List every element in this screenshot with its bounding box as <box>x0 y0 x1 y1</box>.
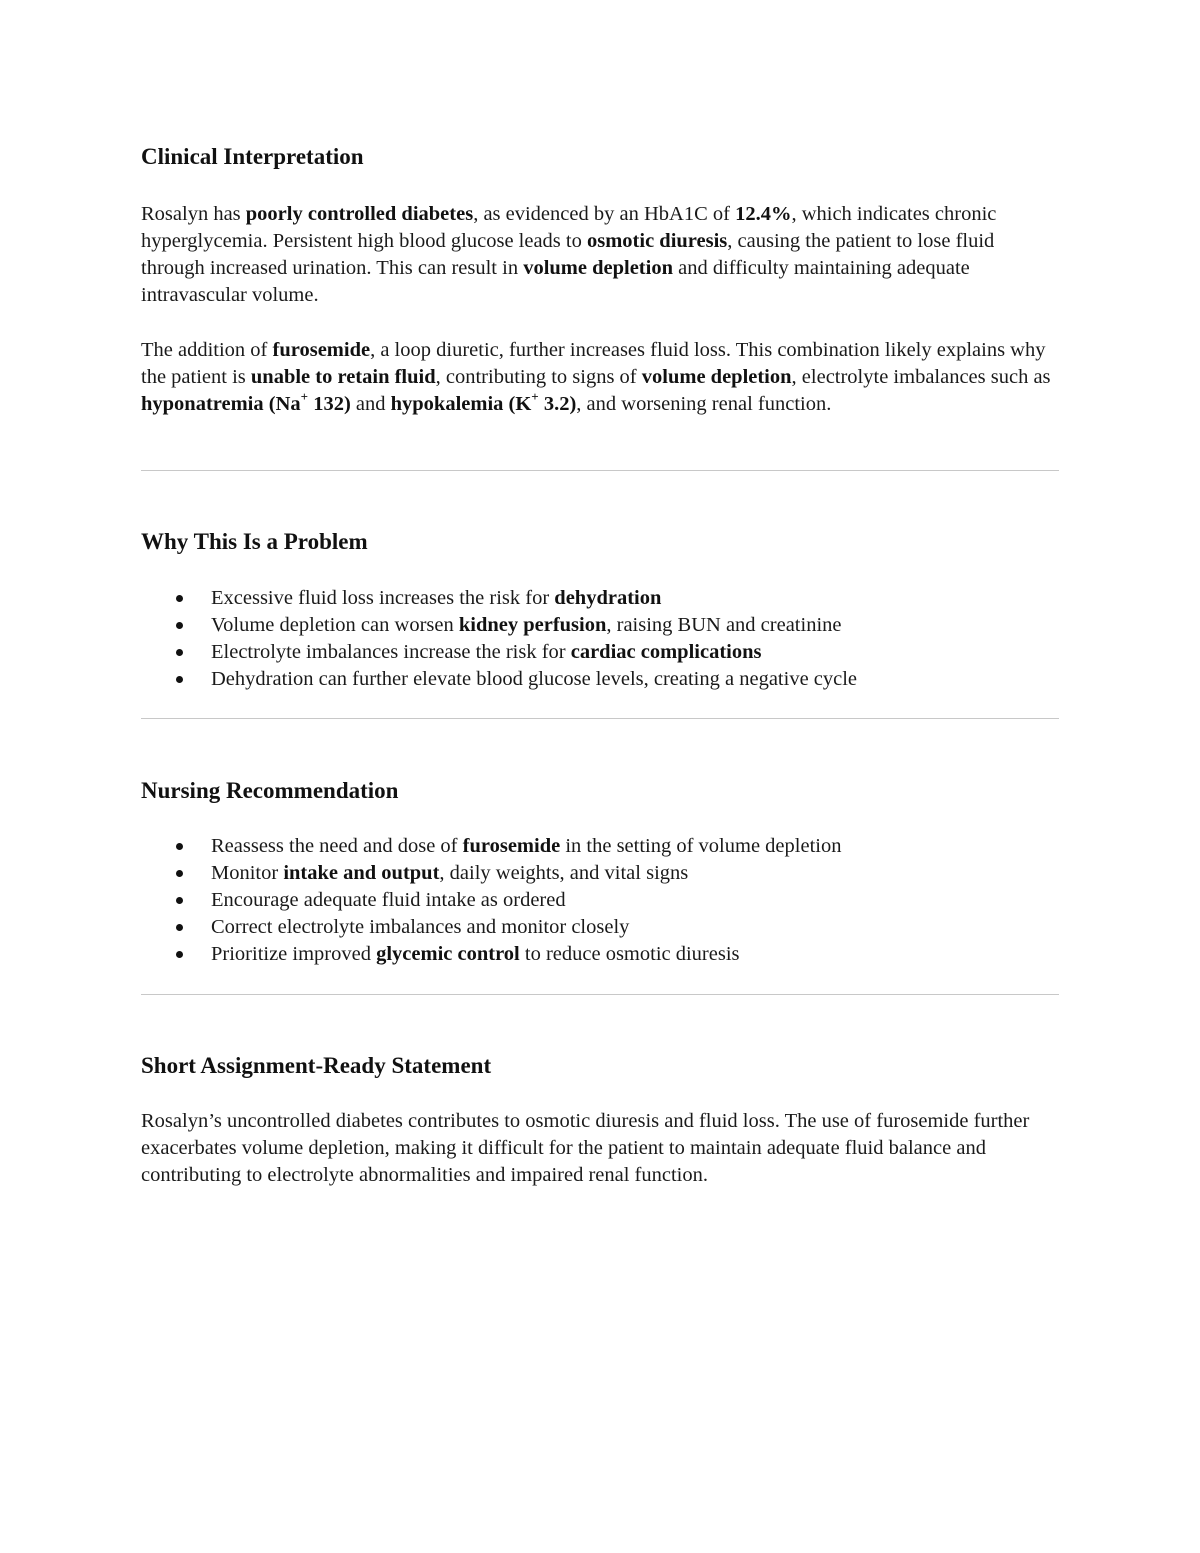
list-item: Electrolyte imbalances increase the risk for cardiac complications <box>141 639 857 666</box>
nursing-list <box>141 833 841 968</box>
section-divider-1 <box>141 470 1059 471</box>
heading-why-problem: Why This Is a Problem <box>141 529 368 554</box>
list-item: Dehydration can further elevate blood glucose levels, creating a negative cycle <box>141 666 857 693</box>
list-item: Correct electrolyte imbalances and monitor closely <box>141 914 841 941</box>
section-divider-2 <box>141 718 1059 719</box>
list-item: Prioritize improved glycemic control to reduce osmotic diuresis <box>141 941 841 968</box>
list-item: Excessive fluid loss increases the risk for dehydration <box>141 585 857 612</box>
problem-list <box>141 585 857 693</box>
list-item: Monitor intake and output, daily weights, and vital signs <box>141 860 841 887</box>
heading-clinical-interpretation: Clinical Interpretation <box>141 144 364 169</box>
heading-short-statement: Short Assignment-Ready Statement <box>141 1053 492 1078</box>
bullet-icon <box>176 924 183 931</box>
bullet-icon <box>176 622 183 629</box>
list-item: Volume depletion can worsen kidney perfusion, raising BUN and creatinine <box>141 612 857 639</box>
clinical-paragraph-2: The addition of furosemide, a loop diuretic, further increases fluid loss. This combination likely explains why the patient is unable to retain fluid, contributing to signs of volume depletion, electrolyte imbalances such as hyponatremia (Na+ 132) and hypokalemia (K+ 3.2), and worsening renal function. <box>141 339 1051 415</box>
statement-paragraph: Rosalyn’s uncontrolled diabetes contributes to osmotic diuresis and fluid loss. The use of furosemide further exacerbates volume depletion, making it difficult for the patient to maintain adequate fluid balance and contributing to electrolyte abnormalities and impaired renal function. <box>141 1110 1030 1186</box>
bullet-icon <box>176 676 183 683</box>
section-divider-3 <box>141 994 1059 995</box>
heading-nursing-recommendation: Nursing Recommendation <box>141 778 399 803</box>
bullet-icon <box>176 649 183 656</box>
clinical-paragraph-1: Rosalyn has poorly controlled diabetes, as evidenced by an HbA1C of 12.4%, which indicates chronic hyperglycemia. Persistent high blood glucose leads to osmotic diuresis, causing the patient to lose fluid through increased urination. This can result in volume depletion and difficulty maintaining adequate intravascular volume. <box>141 203 997 306</box>
list-item: Encourage adequate fluid intake as ordered <box>141 887 841 914</box>
list-item: Reassess the need and dose of furosemide in the setting of volume depletion <box>141 833 841 860</box>
bullet-icon <box>176 951 183 958</box>
bullet-icon <box>176 897 183 904</box>
bullet-icon <box>176 870 183 877</box>
bullet-icon <box>176 595 183 602</box>
bullet-icon <box>176 843 183 850</box>
